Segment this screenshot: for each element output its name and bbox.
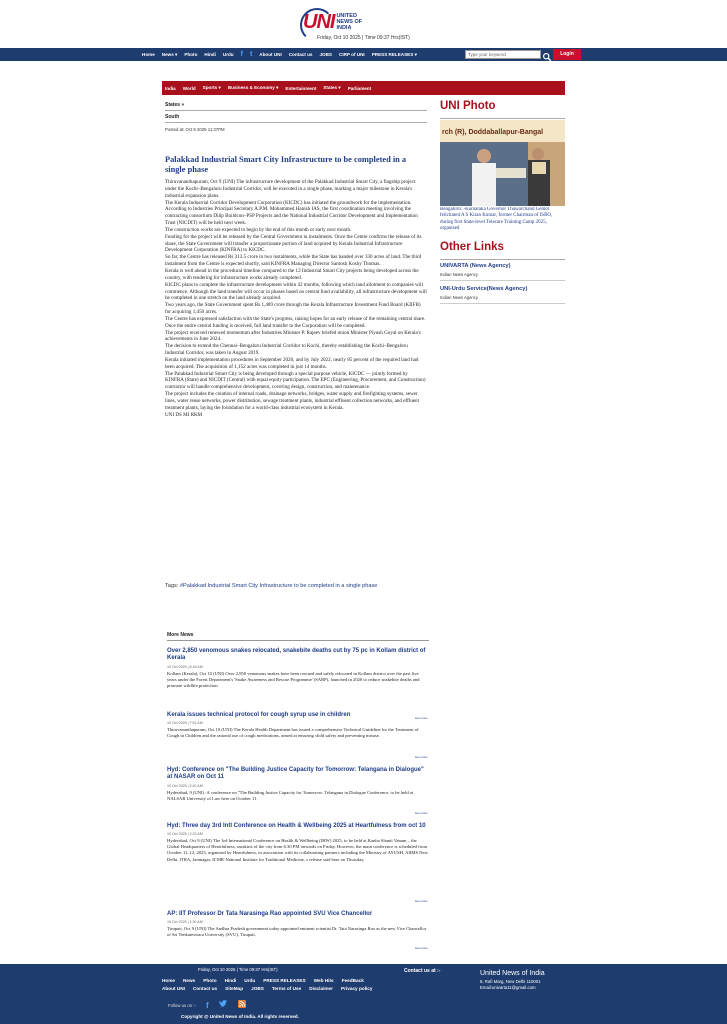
article-paragraph: The construction works are expected to begin by the end of this month or early next month. (165, 226, 352, 233)
top-nav (0, 48, 727, 61)
news-item-title[interactable]: Kerala issues technical protocol for cough syrup use in children (167, 712, 351, 718)
news-item-summary: Kollam (Kerala), Oct 10 (UNI) Over 2,850 venomous snakes have been rescued and safely relocated in Kollam district over the past five years under the Forest Department's 'Snake Awareness and Rescue Programme' (SARP), launched in 2020 to reduce snakebite deaths and promote wildlife protection. (167, 670, 420, 688)
news-item-summary: Hyderabad, 9 (UNI) :A conference on "The Building Justice Capacity for Tomorrow: Telangana in Dialogue Conference, to be held at NALSAR University of Law here on October 11. (167, 789, 414, 801)
footer-link-about[interactable]: About UNI (162, 986, 185, 991)
breadcrumb (165, 102, 427, 132)
footer-link-feedback[interactable]: FeedBack (341, 978, 364, 983)
nav-urdu[interactable]: Urdu (222, 52, 234, 57)
cat-india[interactable]: India (165, 85, 176, 91)
cat-world[interactable]: World (182, 85, 196, 91)
footer-link-urdu[interactable]: Urdu (244, 978, 256, 983)
featured-photo[interactable] (440, 120, 565, 206)
logo-mark: UNI (303, 10, 335, 33)
more-news-heading: More News (167, 632, 429, 641)
nav-news-label: News (161, 51, 174, 57)
article-paragraph: Funding for the project will be released by the Central Government in instalments. Once the Centre confirms the release of its share, the State Government will transfer a proportionate portion of land acquired by Kerala Industrial Infrastructure Development Corporation (KINFRA) to KICDC. (165, 233, 422, 254)
uni-logo[interactable] (303, 10, 362, 34)
nav-about[interactable]: About UNI (259, 52, 282, 57)
twitter-icon[interactable] (219, 1000, 228, 1010)
facebook-icon[interactable]: f (205, 1000, 209, 1010)
photo-caption[interactable]: Bengaluru: -Karnataka Governor Thawarchand Gehlot felicitated A S Kiran Kumar, former Chairman of ISRO, during first State-level Telecare Training Camp 2025, organised (440, 207, 553, 232)
header-date: Friday, Oct 10 2025 | Time 09:37 Hrs(IST) (317, 35, 410, 41)
see-more-link[interactable]: see more.. (414, 716, 429, 720)
facebook-icon[interactable]: f (240, 51, 243, 58)
news-item (167, 712, 429, 759)
nav-contact[interactable]: Contact us (288, 52, 313, 57)
cat-states[interactable]: States ▾ (323, 85, 341, 90)
other-link-item (440, 286, 565, 304)
news-item-title[interactable]: Over 2,850 venomous snakes relocated, snakebite deaths cut by 75 pc in Kollam district of Kerala (167, 648, 426, 662)
news-item-summary: Hyderabad, Oct 9 (UNI) The 3rd International Conference on Health & Wellbeing (IHW) 2025, to be held at Kanha Shanti Vanam – the Global Headquarters of Heartfulness, outskirts of the city from 6.30 PM onwards on Friday. However, the main conference is scheduled from October 11–12, 2025, organised by Heartfulness, in association with its collaborating partners including the Ministry of AYUSH, AIIMS New Delhi, ITRA, Jamnagar, ICMR-National Institute for Traditional Medicine, s release said here on Thursday. (167, 838, 428, 862)
article-paragraph: The Palakkad Industrial Smart City is being developed through a special purpose vehicle, KICDC — jointly formed by KINFRA (State) and NICDIT (Central) with equal equity participation. The EPC (Engineering, Procurement, and Construction) contractor will handle comprehensive development, covering design, construction, and maintenance. (165, 370, 426, 391)
footer-address (480, 979, 541, 990)
logo-text: UNITED NEWS OF INDIA (336, 13, 363, 31)
article-paragraph: The Kerala Industrial Corridor Development Corporation (KICDC) has initiated the groundwork for the implementation. (165, 199, 412, 206)
footer-link-hindi[interactable]: Hindi (224, 978, 237, 983)
article-paragraph: The project includes the creation of internal roads, drainage networks, bridges, water supply and firefighting systems, sewer lines, water reuse networks, power distribution, sewage treatment plants, industrial effluent collection networks, and effluent treatment plants, laying the foundation for a world-class industrial ecosystem in Kerala. (165, 391, 420, 411)
follow-us (168, 1000, 246, 1010)
nav-news[interactable]: News ▾ (161, 51, 178, 57)
nav-press-label: PRESS RELEASES (371, 51, 414, 57)
article-signoff: UNI DS MI RKM (165, 411, 203, 418)
cat-sports-label: Sports (202, 85, 218, 90)
login-button[interactable]: Login (553, 49, 581, 60)
breadcrumb-section[interactable]: States » (165, 102, 427, 111)
news-item-date: 10 Oct 2025 | 2:40 AM (167, 783, 203, 788)
article-paragraph: So far, the Centre has released Rs 313.5 crore in two instalments, while the State has handed over 330 acres of land. The third instalment from the Centre is expected shortly, said KINFRA Managing Director Santosh Koshy Thomas. (165, 254, 422, 268)
article-title: Palakkad Industrial Smart City Infrastructure to be completed in a single phase (165, 155, 407, 174)
news-item-date: 10 Oct 2025 | 1:30 AM (167, 920, 203, 925)
cat-entertainment[interactable]: Entertainment (285, 85, 317, 91)
other-link-uni-urdu[interactable]: UNI-Urdu Service(News Agency) (440, 286, 528, 292)
right-sidebar (440, 100, 565, 300)
footer-link-web-hits[interactable]: Web Hits (313, 978, 334, 983)
footer-link-photo[interactable]: Photo (203, 978, 217, 983)
news-item-summary: Tirupati, Oct 9 (UNI) The Andhra Pradesh government today appointed eminent scientist Dr. Tata Narasinga Rao as the new Vice Chancellor of Sri Venkateswara University (SVU), Tirupati. (167, 926, 427, 938)
footer-contact-label: Contact us at :- (404, 968, 441, 974)
article-tags (165, 583, 427, 590)
news-item-date: 10 Oct 2025 | 8:16 AM (167, 664, 203, 669)
other-links-heading: Other Links (440, 241, 565, 260)
more-news (167, 632, 429, 950)
category-nav (162, 81, 565, 95)
article-paragraph: Kerala is well ahead in the procedural timeline compared to the 12 Industrial Smart City projects being developed across the country, with tendering for infrastructure works already completed. (165, 267, 419, 281)
other-link-desc: Indian News Agency (440, 295, 478, 300)
article-paragraph: Thiruvananthapuram, Oct 9 (UNI) The infrastructure development of the Palakkad Industrial Smart City, a flagship project under the Kochi–Bengaluru Industrial Corridor, will be executed in a single phase, marking a major milestone in Kerala's industrial expansion plans. (165, 179, 416, 199)
article-paragraph: KICDC plans to complete the infrastructure development within 42 months, following which land allotment to companies will commence. Although the land transfer will occur in phases based on central fund availability, all infrastructure development will be completed in one stretch on the land already acquired. (165, 281, 427, 302)
cat-business-label: Business & Economy (227, 85, 275, 90)
article-paragraph: The project received renewed momentum after Industries Minister P. Rajeev briefed union Minister Piyush Goyal on Kerala's achievements in June 2024. (165, 329, 421, 343)
article-paragraph: The Centre has expressed satisfaction with the State's progress, raising hopes for an early release of the remaining central share. Once the entire central funding is received, full land transfer to the Corporation will be completed. (165, 315, 426, 329)
footer-link-news[interactable]: News (183, 978, 196, 983)
search-button[interactable] (542, 49, 553, 60)
footer-street-address: 9, Rafi Marg, New Delhi 110001 (480, 979, 541, 984)
footer-link-jobs[interactable]: JOBS (251, 986, 264, 991)
article-paragraph: Kerala initiated implementation procedures in September 2020, and by July 2022, nearly 85 percent of the required land had been acquired. The acquisition of 1,152 acres was completed in just 14 months. (165, 356, 419, 370)
photo-banner-text: rch (R), Doddaballapur-Bangal (442, 129, 544, 136)
other-link-univarta[interactable]: UNIVARTA (News Agency) (440, 263, 511, 269)
cat-business[interactable]: Business & Economy ▾ (227, 85, 279, 90)
nav-cirp[interactable]: CIRP of UNI (339, 52, 365, 57)
news-item-date: 10 Oct 2025 | 7:51 AM (167, 721, 203, 726)
cat-sports[interactable]: Sports ▾ (202, 85, 221, 90)
footer-link-terms[interactable]: Terms of Use (271, 986, 302, 991)
other-link-desc: Indian News Agency (440, 272, 478, 277)
see-more-link[interactable]: see more.. (414, 811, 429, 815)
tag-link[interactable]: #Palakkad Industrial Smart City Infrastructure to be completed in a single phase (179, 583, 378, 589)
footer-link-sitemap[interactable]: SiteMap (225, 986, 244, 991)
nav-photo[interactable]: Photo (184, 52, 198, 57)
see-more-link[interactable]: see more.. (414, 946, 429, 950)
article-paragraph: The decision to extend the Chennai–Bengaluru Industrial Corridor to Kochi, thereby establishing the Kochi–Bengaluru Industrial Corridor, was taken in August 2019. (165, 343, 408, 357)
other-link-item (440, 263, 565, 281)
site-header (0, 0, 727, 48)
footer-links-row-2 (162, 986, 373, 991)
footer-link-press-releases[interactable]: PRESS RELEASES (263, 978, 306, 983)
nav-home[interactable]: Home (142, 52, 155, 57)
news-item-title[interactable]: Hyd: Three day 3rd Intl Conference on Health & Wellbeing 2025 at Heartfulness from oct 10 (167, 823, 426, 829)
nav-jobs[interactable]: JOBS (319, 52, 332, 57)
breadcrumb-subsection[interactable]: South (165, 114, 427, 123)
news-item-summary: Thiruvananthapuram, Oct 10 (UNI) The Kerala Health Department has issued a comprehensive Technical Guideline for the Treatment of Cough in Children and the rational use of cough medications, aimed at ensuring child safety and preventing misuse. (167, 727, 419, 739)
search-input[interactable]: Type your keyword (465, 50, 541, 59)
see-more-link[interactable]: see more.. (414, 899, 429, 903)
search-icon (542, 52, 552, 62)
footer-links-row-1 (162, 978, 364, 983)
footer-link-contact[interactable]: Contact us (192, 986, 218, 991)
rss-icon[interactable] (238, 1000, 246, 1010)
see-more-link[interactable]: see more.. (414, 755, 429, 759)
footer-link-home[interactable]: Home (162, 978, 176, 983)
news-item-date: 10 Oct 2025 | 2:33 AM (167, 832, 203, 837)
footer-link-privacy[interactable]: Privacy policy (340, 986, 373, 991)
nav-press-releases[interactable]: PRESS RELEASES ▾ (371, 51, 417, 57)
copyright: Copyright @ United News of India. All rights reserved. (181, 1014, 299, 1019)
footer-date: Friday, Oct 10 2025 | Time 09:37 Hrs(IST) (198, 967, 278, 972)
featured-photo-image (440, 120, 565, 206)
nav-hindi[interactable]: Hindi (204, 52, 216, 57)
tags-label: Tags: (165, 583, 179, 589)
footer-link-disclaimer[interactable]: Disclaimer (309, 986, 333, 991)
uni-photo-heading: UNI Photo (440, 100, 565, 119)
footer-org-name: United News of India (480, 970, 545, 977)
footer-email[interactable]: Email:univarta11@gmail.com (480, 984, 536, 990)
cat-states-label: States (323, 85, 338, 90)
posted-timestamp: Posted at: Oct 9 2025 11:37PM (165, 127, 225, 132)
article-body (165, 179, 427, 419)
twitter-icon[interactable]: t (249, 51, 253, 58)
site-footer (0, 964, 727, 1024)
news-item-title[interactable]: AP: IIT Professor Dr Tata Narasinga Rao appointed SVU Vice Chancellor (167, 911, 373, 917)
cat-parliament[interactable]: Parliament (347, 85, 372, 91)
article-paragraph: According to Industries Principal Secretary A.P.M. Mohammed Hanish IAS, the first coordination meeting involving the contracting consortium Dilip Buildcon–PSP Projects and the National Industrial Corridor Development and Implementation Trust (NICDIT) will be held next week. (165, 206, 418, 227)
news-item (167, 767, 429, 815)
follow-label: Follow us on :- (168, 1002, 196, 1008)
news-item (167, 911, 429, 950)
news-item (167, 823, 429, 903)
news-item-title[interactable]: Hyd: Conference on "The Building Justice Capacity for Tomorrow: Telangana in Dialogue" at NASAR on Oct 11 (167, 767, 424, 781)
article-paragraph: Two years ago, the State Government spent Rs 1,489 crore through the Kerala Infrastructure Investment Fund Board (KIIFB) for acquiring 1,450 acres. (165, 302, 421, 316)
